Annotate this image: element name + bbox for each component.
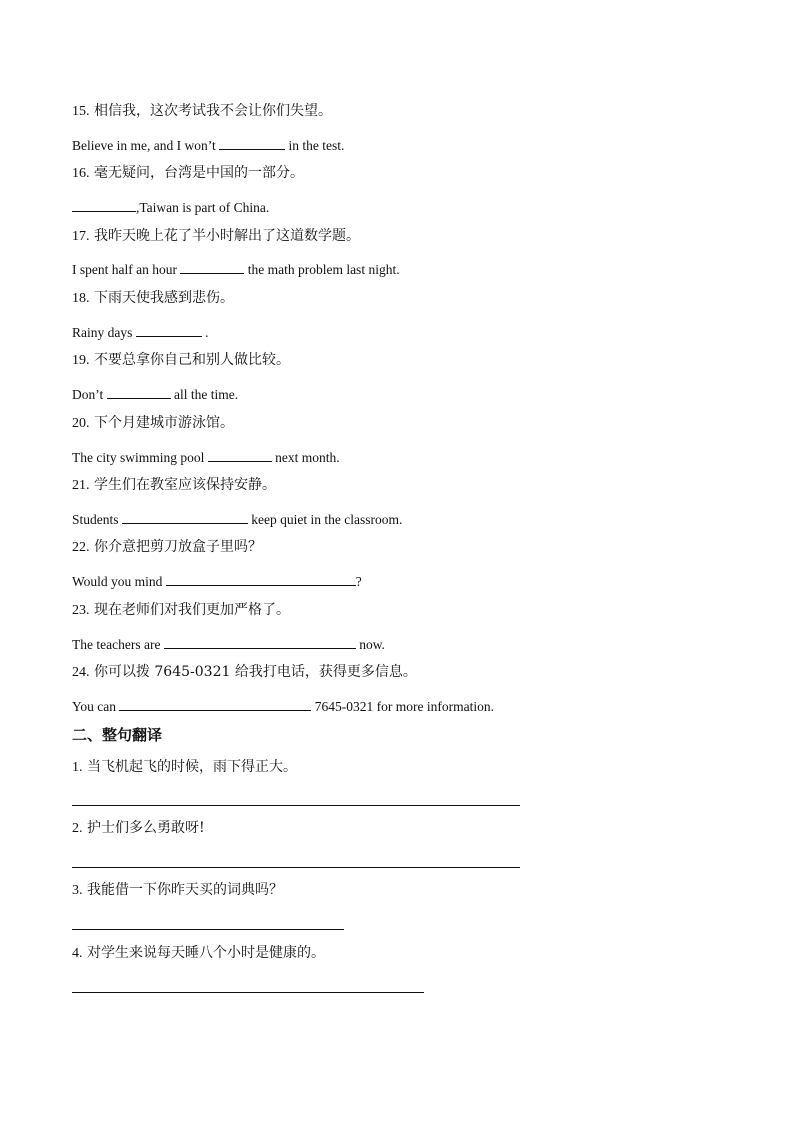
- question-17-chinese: [72, 229, 360, 244]
- chinese-sentence: 学生们在教室应该保持安静。: [93, 477, 276, 493]
- question-number: 17.: [72, 229, 90, 244]
- english-suffix: ,Taiwan is part of China.: [136, 200, 270, 215]
- translation-2-chinese: [72, 821, 205, 836]
- chinese-sentence: 现在老师们对我们更加严格了。: [93, 602, 290, 618]
- answer-blank[interactable]: [180, 262, 244, 274]
- english-prefix: The city swimming pool: [72, 450, 208, 465]
- question-22-english: [72, 574, 362, 589]
- chinese-sentence: 你介意把剪刀放盒子里吗？: [93, 539, 262, 555]
- question-20-chinese: [72, 416, 234, 431]
- question-number: 22.: [72, 540, 90, 555]
- english-prefix: The teachers are: [72, 637, 164, 652]
- question-15-english: [72, 138, 344, 153]
- chinese-sentence: 下雨天使我感到悲伤。: [93, 290, 234, 306]
- question-16-english: [72, 200, 269, 215]
- chinese-sentence: 我能借一下你昨天买的词典吗？: [86, 882, 283, 898]
- question-number: 18.: [72, 291, 90, 306]
- answer-blank[interactable]: [119, 699, 311, 711]
- answer-blank[interactable]: [164, 637, 356, 649]
- chinese-sentence: 相信我，这次考试我不会让你们失望。: [93, 103, 332, 119]
- chinese-sentence: 毫无疑问，台湾是中国的一部分。: [93, 165, 304, 181]
- question-number: 3.: [72, 883, 83, 898]
- translation-1-chinese: [72, 760, 297, 775]
- translation-3-chinese: [72, 883, 283, 898]
- question-18-english: [72, 325, 209, 340]
- english-suffix: next month.: [271, 450, 340, 465]
- chinese-sentence: 护士们多么勇敢呀!: [86, 820, 205, 836]
- english-suffix: keep quiet in the classroom.: [247, 512, 403, 527]
- section-title: 二、整句翻译: [72, 726, 163, 744]
- english-prefix: Rainy days: [72, 325, 136, 340]
- english-suffix: ?: [355, 574, 362, 589]
- question-24-chinese: [72, 665, 417, 680]
- question-23-english: [72, 637, 385, 652]
- english-suffix: in the test.: [285, 138, 345, 153]
- question-18-chinese: [72, 291, 234, 306]
- english-prefix: I spent half an hour: [72, 262, 181, 277]
- question-21-chinese: [72, 478, 276, 493]
- translation-1-answer-line[interactable]: [72, 805, 520, 806]
- chinese-sentence: 不要总拿你自己和别人做比较。: [93, 352, 290, 368]
- question-19-chinese: [72, 353, 290, 368]
- answer-blank[interactable]: [107, 387, 171, 399]
- chinese-sentence: 对学生来说每天睡八个小时是健康的。: [86, 945, 325, 961]
- question-23-chinese: [72, 603, 290, 618]
- english-suffix: now.: [355, 637, 385, 652]
- question-number: 2.: [72, 821, 83, 836]
- question-17-english: [72, 262, 400, 277]
- english-prefix: Would you mind: [72, 574, 166, 589]
- question-24-english: [72, 699, 494, 714]
- english-suffix: .: [201, 325, 209, 340]
- question-21-english: [72, 512, 402, 527]
- english-suffix: 7645-0321 for more information.: [311, 699, 494, 714]
- question-number: 20.: [72, 416, 90, 431]
- answer-blank[interactable]: [166, 574, 356, 586]
- english-prefix: Believe in me, and I won’t: [72, 138, 220, 153]
- answer-blank[interactable]: [208, 450, 272, 462]
- translation-4-answer-line[interactable]: [72, 992, 424, 993]
- answer-blank[interactable]: [122, 512, 248, 524]
- question-number: 23.: [72, 603, 90, 618]
- translation-2-answer-line[interactable]: [72, 867, 520, 868]
- question-15-chinese: [72, 104, 332, 119]
- question-number: 1.: [72, 760, 83, 775]
- chinese-sentence: 当飞机起飞的时候，雨下得正大。: [86, 759, 297, 775]
- english-suffix: all the time.: [170, 387, 239, 402]
- chinese-sentence: 我昨天晚上花了半小时解出了这道数学题。: [93, 228, 360, 244]
- question-number: 4.: [72, 946, 83, 961]
- question-19-english: [72, 387, 238, 402]
- english-prefix: You can: [72, 699, 120, 714]
- question-number: 24.: [72, 665, 90, 680]
- question-number: 19.: [72, 353, 90, 368]
- translation-3-answer-line[interactable]: [72, 929, 344, 930]
- question-number: 15.: [72, 104, 90, 119]
- answer-blank[interactable]: [136, 325, 202, 337]
- answer-blank[interactable]: [72, 200, 136, 212]
- question-number: 21.: [72, 478, 90, 493]
- question-22-chinese: [72, 540, 262, 555]
- answer-blank[interactable]: [219, 138, 285, 150]
- question-16-chinese: [72, 166, 304, 181]
- english-suffix: the math problem last night.: [244, 262, 400, 277]
- translation-4-chinese: [72, 946, 325, 961]
- question-20-english: [72, 450, 340, 465]
- question-number: 16.: [72, 166, 90, 181]
- english-prefix: Don’t: [72, 387, 107, 402]
- chinese-sentence: 你可以拨 7645-0321 给我打电话，获得更多信息。: [93, 664, 417, 680]
- chinese-sentence: 下个月建城市游泳馆。: [93, 415, 234, 431]
- english-prefix: Students: [72, 512, 122, 527]
